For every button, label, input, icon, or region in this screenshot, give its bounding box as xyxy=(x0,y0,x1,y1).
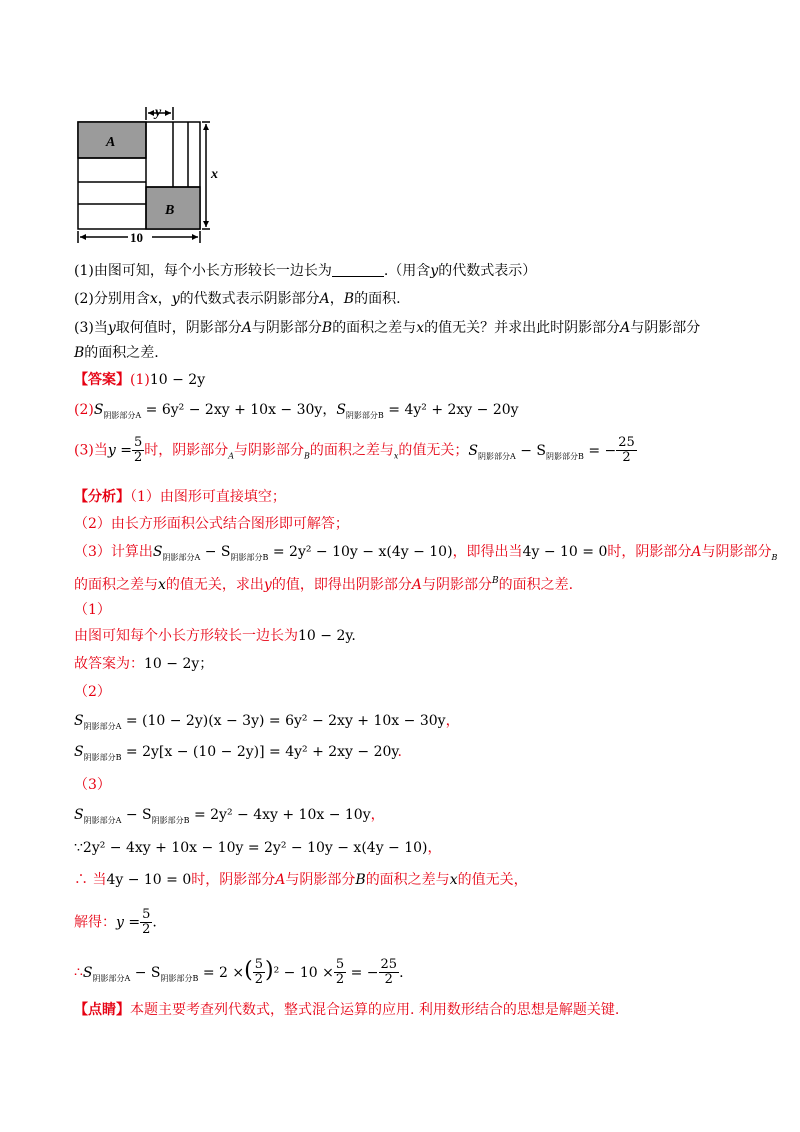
solve-den: 2 xyxy=(142,922,151,937)
analysis-line-1 xyxy=(74,487,286,507)
solve-num: 5 xyxy=(142,907,151,922)
analysis-line-3: （3）计算出$S_{阴影部分A} - S_{阴影部分B} = 2y^2 - 10y - x(4y - 10)$，即得出当4y − 10 = 0时，阴影部分A与阴影部分$_B$ xyxy=(74,544,778,562)
q3-text-e: 的值无关？并求出此时阴影部分 xyxy=(424,320,621,336)
label-a: A xyxy=(106,135,116,150)
answer-3-eq: = − xyxy=(583,442,617,459)
solution-1-ans-expr: 10 − 2y xyxy=(144,656,200,672)
question-3-line-2 xyxy=(74,343,159,363)
q2-text-b: 的代数式表示阴影部分 xyxy=(179,291,320,307)
analysis-p3-a: （3）计算出 xyxy=(74,544,153,560)
question-2 xyxy=(74,289,401,309)
answer-2-s: S xyxy=(93,402,104,418)
answer-3-result-den: 2 xyxy=(622,450,631,465)
solution-3-final: $\therefore S_{阴影部分A} - S_{阴影部分B} = 2$ ×( $\frac{5}{2}$ )² − 10 × $\frac{5}{2}$ = − $\frac{25}{2}$ . xyxy=(74,957,404,987)
answer-3-text: (3)当 xyxy=(74,442,108,459)
analysis-p2: （2）由长方形面积公式结合图形即可解答； xyxy=(74,516,349,532)
q3-b: B xyxy=(321,320,333,336)
solution-1-desc: 由图可知每个小长方形较长一边长为 xyxy=(74,628,298,644)
q3-b2: B xyxy=(74,345,85,361)
solution-3-heading xyxy=(74,775,111,795)
solution-2-expr-b: = 2y[x − (10 − 2y)] = 4y² + 2xy − 20y xyxy=(121,744,398,760)
label-x: x xyxy=(211,167,218,182)
because-symbol: ∵ xyxy=(74,840,83,856)
solution-1-expr: 10 − 2y xyxy=(298,628,352,644)
analysis-p4-a: 的面积之差与 xyxy=(74,577,158,593)
q1-var: y xyxy=(430,263,439,279)
analysis-p4-e: 的面积之差. xyxy=(498,577,574,593)
final-p-num: 5 xyxy=(254,957,264,972)
answer-3-y: y = xyxy=(107,442,132,459)
label-10: 10 xyxy=(130,230,143,245)
final-end: . xyxy=(399,964,404,981)
analysis-p4-x: x xyxy=(158,577,166,593)
answer-3-b: B xyxy=(304,451,310,461)
q3-text-g: 的面积之差. xyxy=(84,345,159,361)
q2-a: A xyxy=(319,291,330,307)
analysis-p3-sub-a: 阴影部分A xyxy=(162,553,201,562)
q3-text-b: 取何值时，阴影部分 xyxy=(115,320,242,336)
final-expr-c: = − xyxy=(346,964,379,981)
solution-3-expr: = 2y² − 4xy + 10x − 10y xyxy=(189,807,371,823)
solution-2-end-b: . xyxy=(397,744,402,760)
analysis-p4-c: 的值，即得出阴影部分 xyxy=(271,577,412,593)
analysis-p3-b: ，即得出当 xyxy=(452,544,523,560)
answer-3-x: x xyxy=(393,451,399,461)
solution-3-line-3 xyxy=(74,870,528,890)
solution-3-b: B xyxy=(355,872,366,888)
answer-line-2: $(2)S_{阴影部分A} = 6y^2 - 2xy + 10x - 30y$，$S_{阴影部分B} = 4y^2 + 2xy - 20y$ xyxy=(74,402,519,420)
answer-3-result-num: 25 xyxy=(618,435,635,450)
solution-1-heading xyxy=(74,600,111,620)
solution-3-t2: 与阴影部分 xyxy=(285,872,356,888)
solve-end: . xyxy=(152,914,157,931)
solution-3-line-1: $S_{阴影部分A} - S_{阴影部分B} = 2y^2 - 4xy + 10x - 10y$， xyxy=(74,807,385,825)
solve-y: y = xyxy=(116,914,141,931)
q3-a2: A xyxy=(620,320,631,336)
answer-2-expr-a: = 6y² − 2xy + 10x − 30y， xyxy=(141,402,337,418)
answer-line-1 xyxy=(74,370,205,390)
analysis-line-4 xyxy=(74,571,573,595)
therefore-text: ∴ 当 xyxy=(74,872,107,888)
q1-text-c: 的代数式表示） xyxy=(438,263,537,279)
answer-3-den: 2 xyxy=(133,450,143,465)
final-sub-a: 阴影部分A xyxy=(92,973,131,983)
solution-2-line-b: $S_{阴影部分B} = 2y[x - (10 - 2y)] = 4y^2 + 2xy - 20y$. xyxy=(74,744,402,762)
question-1 xyxy=(74,261,536,281)
q2-text: (2)分别用含 xyxy=(74,291,150,307)
solution-2-sub-a: 阴影部分A xyxy=(83,722,122,731)
solution-3-end-1: ， xyxy=(370,807,385,823)
answer-3-minus: − S xyxy=(515,442,547,459)
q2-text-c: 的面积. xyxy=(354,291,401,307)
answer-3-text-e: 的值无关； xyxy=(398,442,469,459)
solution-2-sub-b: 阴影部分B xyxy=(83,753,122,762)
answer-2-num: (2) xyxy=(74,402,94,418)
solution-2-num: （2） xyxy=(74,684,111,700)
answer-3-num: 5 xyxy=(133,435,143,450)
q3-y: y xyxy=(107,320,116,336)
q2-sep: ， xyxy=(157,291,172,307)
analysis-tag: 【分析】 xyxy=(74,489,130,505)
final-therefore: ∴ xyxy=(74,964,83,981)
solution-3-solve xyxy=(74,908,157,937)
solution-1-answer xyxy=(74,654,213,674)
q2-y: y xyxy=(171,291,180,307)
solution-1-end: . xyxy=(351,628,356,644)
q3-text: (3)当 xyxy=(74,320,108,336)
solution-1-num: （1） xyxy=(74,602,111,618)
solution-3-cond: 4y − 10 = 0 xyxy=(106,872,192,888)
solution-3-t1: 时，阴影部分 xyxy=(191,872,276,888)
final-p-den: 2 xyxy=(254,972,264,987)
solution-3-num: （3） xyxy=(74,777,111,793)
answer-2-sub-a: 阴影部分A xyxy=(103,411,142,420)
final-sub-b: 阴影部分B xyxy=(160,973,199,983)
analysis-p4-b: 的值无关，求出 xyxy=(165,577,264,593)
solution-3-end-2: ， xyxy=(427,840,442,856)
solution-3-x: x xyxy=(449,872,458,888)
q3-text-f: 与阴影部分 xyxy=(630,320,701,336)
comment-line xyxy=(74,1000,619,1020)
answer-line-3: (3)当y = $\frac{5}{2}$ 时，阴影部分$_A$与阴影部分$_B$的面积之差与$_x$的值无关；$S_{阴影部分A} - S_{阴影部分B}$ = − $\frac{25}{2}$ xyxy=(74,435,635,465)
q3-text-d: 的面积之差与 xyxy=(332,320,417,336)
analysis-p4-a-var: A xyxy=(411,577,422,593)
analysis-p3-sub-b: 阴影部分B xyxy=(230,553,269,562)
answer-blank xyxy=(332,264,384,277)
final-expr-b: ² − 10 × xyxy=(273,964,334,981)
final-expr-a: = 2 × xyxy=(198,964,245,981)
solution-3-sub-b: 阴影部分B xyxy=(151,816,190,825)
solution-2-expr-a: = (10 − 2y)(x − 3y) = 6y² − 2xy + 10x − 30y xyxy=(121,713,446,729)
q3-x: x xyxy=(416,320,425,336)
solution-1-ans-label: 故答案为： xyxy=(74,656,144,672)
answer-3-sub-a: 阴影部分A xyxy=(478,451,516,461)
analysis-p3-cond: 4y − 10 = 0 xyxy=(522,544,608,560)
solution-3-minus: − S xyxy=(121,807,152,823)
solve-label: 解得： xyxy=(74,914,116,931)
analysis-p3-c: 时，阴影部分 xyxy=(607,544,692,560)
q3-a: A xyxy=(241,320,252,336)
answer-tag: 【答案】 xyxy=(74,372,130,388)
analysis-line-2 xyxy=(74,514,349,534)
solution-3-line-2 xyxy=(74,838,442,858)
answer-3-text-d: 的面积之差与 xyxy=(309,442,394,459)
answer-3-sub-b: 阴影部分B xyxy=(546,451,584,461)
solution-2-end-a: ， xyxy=(445,713,460,729)
final-minus: − S xyxy=(130,964,161,981)
answer-2-sub-b: 阴影部分B xyxy=(345,411,384,420)
analysis-p1: （1）由图形可直接填空； xyxy=(130,489,286,505)
solution-3-t3: 的面积之差与 xyxy=(365,872,450,888)
label-y: y xyxy=(155,105,162,120)
label-b: B xyxy=(165,203,175,218)
solution-1-ans-end: ； xyxy=(199,656,214,672)
q3-text-c: 与阴影部分 xyxy=(251,320,322,336)
rectangle-figure xyxy=(70,103,230,248)
comment-text: 本题主要考查列代数式，整式混合运算的应用. 利用数形结合的思想是解题关键. xyxy=(130,1002,620,1018)
q2-x: x xyxy=(149,291,158,307)
solution-3-t4: 的值无关， xyxy=(457,872,528,888)
final-result-num: 25 xyxy=(380,957,398,972)
comment-tag: 【点睛】 xyxy=(74,1002,130,1018)
q1-text: (1)由图可知，每个小长方形较长一边长为 xyxy=(74,263,332,279)
q1-text-b: .（用含 xyxy=(383,263,431,279)
q2-b: B xyxy=(343,291,355,307)
analysis-p3-b-var: B xyxy=(771,553,778,562)
answer-3-text-c: 与阴影部分 xyxy=(234,442,304,459)
analysis-p3-minus: − S xyxy=(200,544,231,560)
solution-2-heading xyxy=(74,682,111,702)
q2-comma: ， xyxy=(329,291,344,307)
answer-3-text-b: 时，阴影部分 xyxy=(144,442,229,459)
final-result-den: 2 xyxy=(384,972,393,987)
solution-2-line-a: $S_{阴影部分A} = (10 - 2y)(x - 3y) = 6y^2 - 2xy + 10x - 30y$， xyxy=(74,713,460,731)
answer-1-num: (1) xyxy=(130,372,150,388)
analysis-p4-y: y xyxy=(263,577,272,593)
solution-3-sub-a: 阴影部分A xyxy=(83,816,122,825)
solution-3-a: A xyxy=(275,872,286,888)
analysis-p3-a-var: A xyxy=(691,544,702,560)
analysis-p3-d: 与阴影部分 xyxy=(701,544,772,560)
question-3-line-1 xyxy=(74,318,700,338)
analysis-p4-d: 与阴影部分 xyxy=(421,577,492,593)
analysis-p4-b-var: B xyxy=(491,576,499,586)
solution-1-text xyxy=(74,626,356,646)
answer-1-expr: 10 − 2y xyxy=(149,372,206,388)
answer-3-a: A xyxy=(228,451,234,461)
solution-3-expr-2: 2y² − 4xy + 10x − 10y = 2y² − 10y − x(4y − 10) xyxy=(82,840,428,856)
answer-2-expr-b: = 4y² + 2xy − 20y xyxy=(383,402,519,418)
analysis-p3-expr: = 2y² − 10y − x(4y − 10) xyxy=(268,544,453,560)
